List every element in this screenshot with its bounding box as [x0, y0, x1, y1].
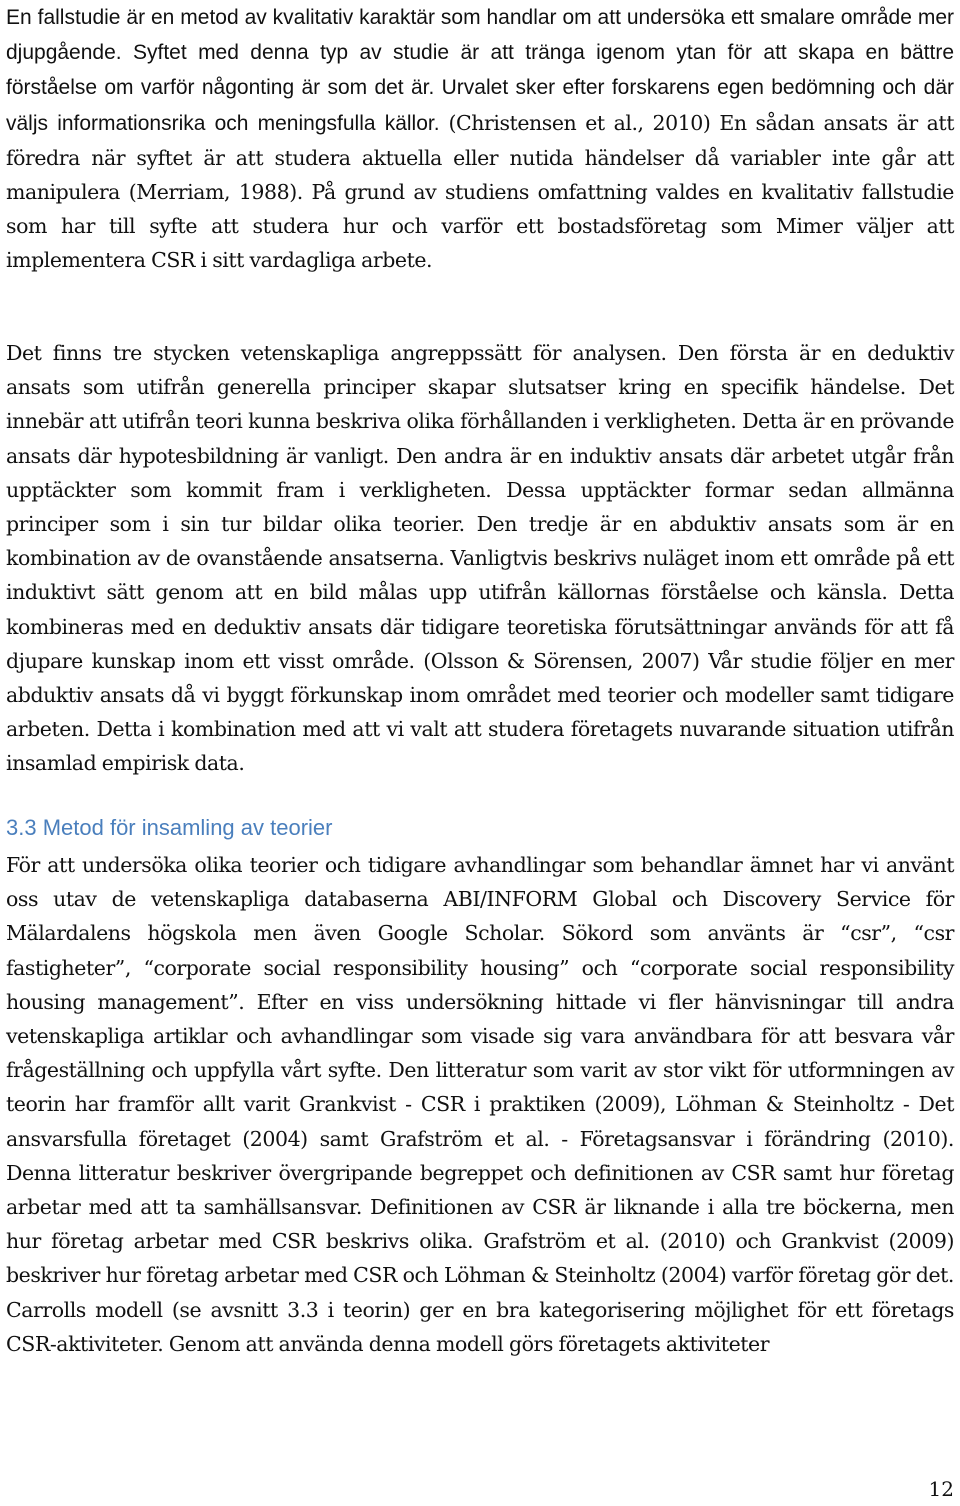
section-heading: 3.3 Metod för insamling av teorier	[6, 815, 333, 840]
paragraph-theory-collection: För att undersöka olika teorier och tidigare avhandlingar som behandlar ämnet har vi använt oss utav de vetenskapliga databaserna ABI/INFORM Global och Discovery Service för Mälardalens högskola men även Google Scholar. Sökord som använts är “csr”, “csr fastigheter”, “corporate social responsibility housing” och “corporate social responsibility housing management”. Efter en viss undersökning hittade vi fler hänvisningar till andra vetenskapliga artiklar och avhandlingar som visade sig vara användbara för att besvara vår frågeställning och uppfylla vårt syfte. Den litteratur som varit av stor vikt för utformningen av teorin har framför allt varit Grankvist - CSR i praktiken (2009), Löhman & Steinholtz - Det ansvarsfulla företaget (2004) samt Grafström et al. - Företagsansvar i förändring (2010). Denna litteratur beskriver övergripande begreppet och definitionen av CSR samt hur företag arbetar med att ta samhällsansvar. Definitionen av CSR är liknande i alla tre böckerna, men hur företag arbetar med CSR beskrivs olika. Grafström et al. (2010) och Grankvist (2009) beskriver hur företag arbetar med CSR och Löhman & Steinholtz (2004) varför företag gör det. Carrolls modell (se avsnitt 3.3 i teorin) ger en bra kategorisering möjlighet för ett företags CSR-aktiviteter. Genom att använda denna modell görs företagets aktiviteter	[6, 853, 954, 1356]
paragraph-case-study-serif-part: (Christensen et al., 2010) En sådan ansats är att föredra när syftet är att studera aktuella eller nutida händelser då variabler inte går att manipulera (Merriam, 1988). På grund av studiens omfattning valdes en kvalitativ fallstudie som har till syfte att studera hur och varför ett bostadsföretag som Mimer väljer att implementera CSR i sitt vardagliga arbete.	[6, 110, 954, 273]
paragraph-approaches: Det finns tre stycken vetenskapliga angreppssätt för analysen. Den första är en deduktiv ansats som utifrån generella principer skapar slutsatser kring en specifik händelse. Det innebär att utifrån teori kunna beskriva olika förhållanden i verkligheten. Detta är en prövande ansats där hypotesbildning är vanligt. Den andra är en induktiv ansats där arbetet utgår från upptäckter som kommit fram i verkligheten. Dessa upptäckter formar sedan allmänna principer som i sin tur bildar olika teorier. Den tredje är en abduktiv ansats som är en kombination av de ovanstående ansatserna. Vanligtvis beskrivs nuläget inom ett område på ett induktivt sätt genom att en bild målas upp utifrån källornas förståelse och känsla. Detta kombineras med en deduktiv ansats där tidigare teoretiska förutsättningar används för att få djupare kunskap inom ett visst område. (Olsson & Sörensen, 2007) Vår studie följer en mer abduktiv ansats då vi byggt förkunskap inom området med teorier och modeller samt tidigare arbeten. Detta i kombination med att vi valt att studera företagets nuvarande situation utifrån insamlad empirisk data.	[6, 341, 954, 776]
paragraph-case-study-sans-part: En fallstudie är en metod av kvalitativ karaktär som handlar om att undersöka ett smalare område mer djupgående. Syftet med denna typ av studie är att tränga igenom ytan för att skapa en bättre förståelse om varför någonting är som det är. Urvalet sker efter forskarens egen bedömning och där väljs informationsrika och meningsfulla källor.	[6, 6, 954, 135]
paragraph-case-study	[6, 0, 954, 278]
page-number: 12	[928, 1477, 954, 1501]
